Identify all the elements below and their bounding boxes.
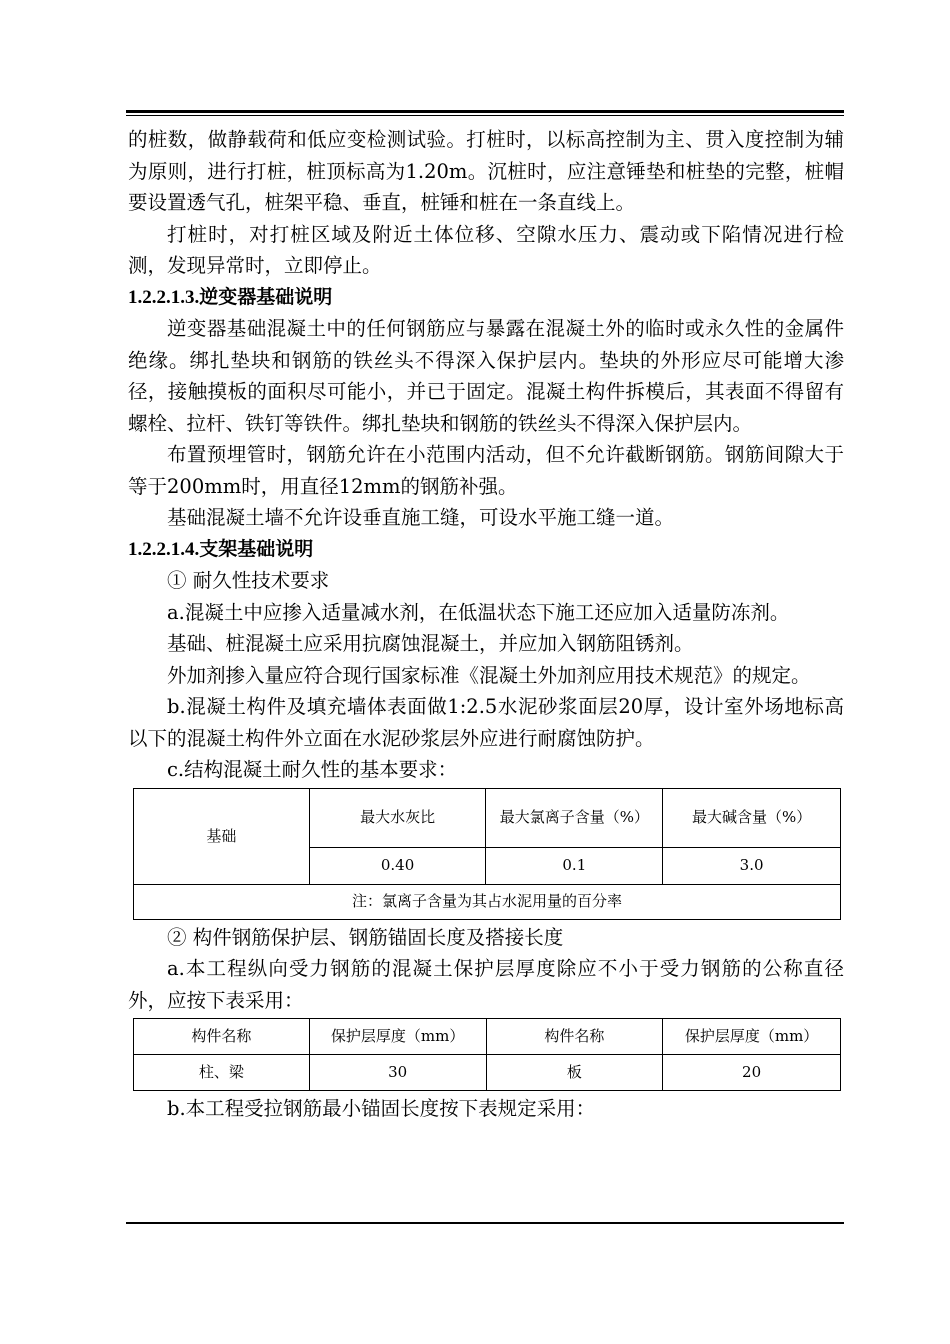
- table-header-cell: 保护层厚度（mm）: [309, 1019, 486, 1055]
- header-rule-thin: [126, 115, 844, 116]
- section-heading-inverter: 1.2.2.1.3.逆变器基础说明: [128, 286, 333, 308]
- table-cell: 板: [486, 1055, 663, 1091]
- table-cell: 30: [309, 1055, 486, 1091]
- table-cell: 3.0: [663, 847, 841, 884]
- header-rule-thick: [126, 110, 844, 113]
- table-cell: 柱、梁: [134, 1055, 310, 1091]
- table-header-cell: 构件名称: [486, 1019, 663, 1055]
- paragraph: 外加剂掺入量应符合现行国家标准《混凝土外加剂应用技术规范》的规定。: [167, 663, 811, 687]
- table-row: [134, 788, 841, 847]
- table-row: [134, 1019, 841, 1055]
- section-heading-support: 1.2.2.1.4.支架基础说明: [128, 538, 314, 560]
- cover-thickness-table: [133, 1018, 841, 1091]
- table-header-cell: 构件名称: [134, 1019, 310, 1055]
- paragraph: b.混凝土构件及填充墙体表面做1:2.5水泥砂浆面层20厚，设计室外场地标高以下的混凝土构件外立面在水泥砂浆层外应进行耐腐蚀防护。: [128, 695, 844, 750]
- durability-table: [133, 788, 841, 920]
- table-row: [134, 1055, 841, 1091]
- paragraph: 基础、桩混凝土应采用抗腐蚀混凝土，并应加入钢筋阻锈剂。: [167, 632, 694, 655]
- table-cell: 基础: [134, 788, 310, 884]
- paragraph: 逆变器基础混凝土中的任何钢筋应与暴露在混凝土外的临时或永久性的金属件绝缘。绑扎垫块和钢筋的铁丝头不得深入保护层内。垫块的外形应尽可能增大渗径，接触摸板的面积尽可能小，并已于固定。混凝土构件拆模后，其表面不得留有螺栓、拉杆、铁钉等铁件。绑扎垫块和钢筋的铁丝头不得深入保护层内。: [128, 317, 844, 435]
- table-cell: 0.1: [486, 847, 663, 884]
- table-row: [134, 884, 841, 919]
- document-body: [128, 124, 844, 1125]
- paragraph: c.结构混凝土耐久性的基本要求：: [167, 758, 458, 781]
- table-cell: 20: [663, 1055, 841, 1091]
- paragraph: ① 耐久性技术要求: [167, 569, 330, 592]
- table-header-cell: 最大碱含量（%）: [663, 788, 841, 847]
- paragraph: ② 构件钢筋保护层、钢筋锚固长度及搭接长度: [167, 925, 564, 949]
- footer-rule: [126, 1222, 844, 1224]
- table-header-cell: 保护层厚度（mm）: [663, 1019, 841, 1055]
- paragraph: a.本工程纵向受力钢筋的混凝土保护层厚度除应不小于受力钢筋的公称直径外，应按下表采用：: [128, 957, 844, 1012]
- table-header-cell: 最大水灰比: [309, 788, 486, 847]
- paragraph: b.本工程受拉钢筋最小锚固长度按下表规定采用：: [167, 1097, 596, 1120]
- paragraph: 的桩数，做静载荷和低应变检测试验。打桩时，以标高控制为主、贯入度控制为辅为原则，进行打桩，桩顶标高为1.20m。沉桩时，应注意锤垫和桩垫的完整，桩帽要设置透气孔，桩架平稳、垂直，桩锤和桩在一条直线上。: [128, 128, 844, 214]
- paragraph: 布置预埋管时，钢筋允许在小范围内活动，但不允许截断钢筋。钢筋间隙大于等于200mm时，用直径12mm的钢筋补强。: [128, 443, 844, 498]
- paragraph: 打桩时，对打桩区域及附近土体位移、空隙水压力、震动或下陷情况进行检测，发现异常时，立即停止。: [128, 222, 844, 277]
- table-cell: 0.40: [309, 847, 486, 884]
- table-note: 注：氯离子含量为其占水泥用量的百分率: [134, 884, 841, 919]
- paragraph: a.混凝土中应掺入适量减水剂，在低温状态下施工还应加入适量防冻剂。: [167, 600, 790, 624]
- table-header-cell: 最大氯离子含量（%）: [486, 788, 663, 847]
- paragraph: 基础混凝土墙不允许设垂直施工缝，可设水平施工缝一道。: [167, 506, 675, 529]
